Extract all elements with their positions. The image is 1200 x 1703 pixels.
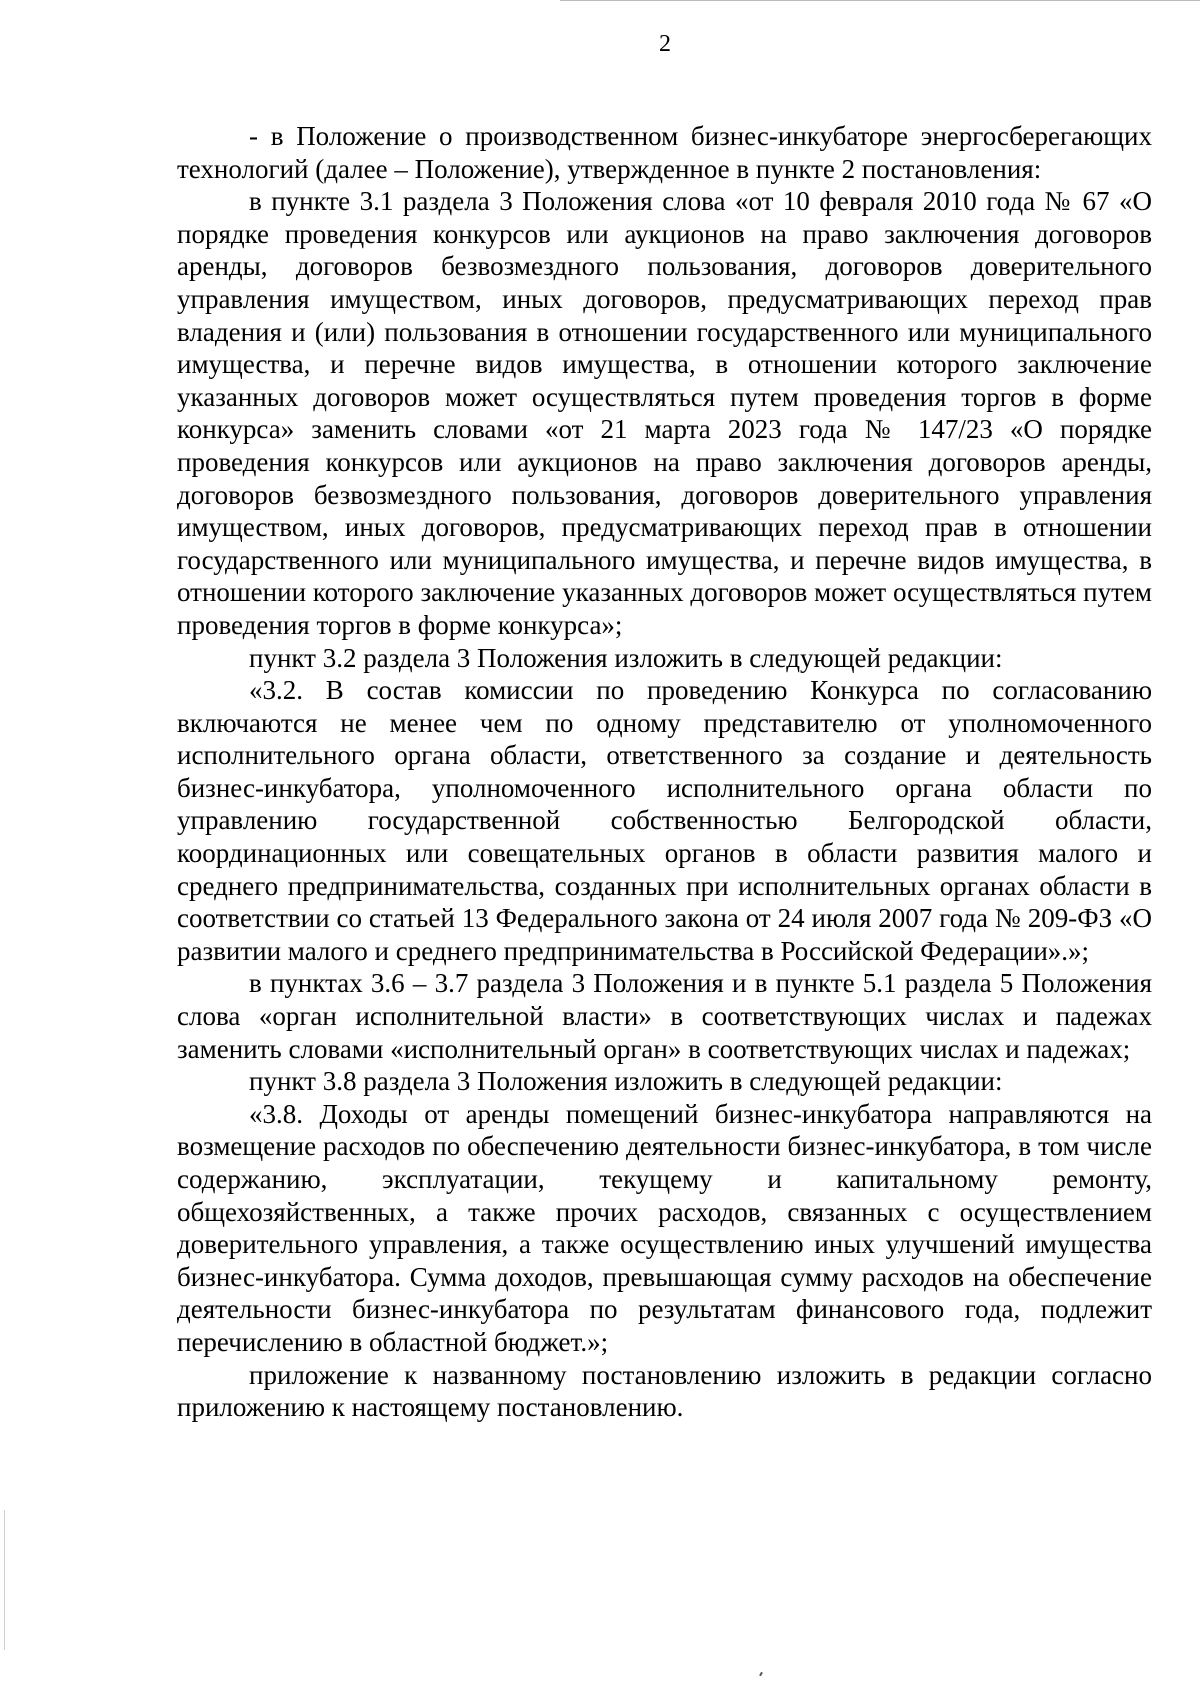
- page-number: 2: [659, 31, 671, 57]
- document-body: [177, 120, 1152, 1424]
- paragraph-point-3-8-text: «3.8. Доходы от аренды помещений бизнес-инкубатора направляются на возмещение расходов по обеспечению деятельности бизнес-инкубатора, в том числе содержанию, эксплуатации, текущему и капитальному ремонту, общехозяйственных, а также прочих расходов, связанных с осуществлением доверительного управления, а также осуществлению иных улучшений имущества бизнес-инкубатора. Сумма доходов, превышающая сумму расходов на обеспечение деятельности бизнес-инкубатора по результатам финансового года, подлежит перечислению в областной бюджет.»;: [177, 1098, 1152, 1357]
- paragraph-point-3-2-instruction: пункт 3.2 раздела 3 Положения изложить в следующей редакции:: [249, 642, 1003, 673]
- paragraph-appendix: приложение к названному постановлению изложить в редакции согласно приложению к настоящему постановлению.: [177, 1359, 1152, 1423]
- paragraph-point-3-2-text: «3.2. В состав комиссии по проведению Конкурса по согласованию включаются не менее чем по одному представителю от уполномоченного исполнительного органа области, ответственного за создание и деятельность бизнес-инкубатора, уполномоченного исполнительного органа области по управлению государственной собственностью Белгородской области, координационных или совещательных органов в области развития малого и среднего предпринимательства, созданных при исполнительных органах области в соответствии со статьей 13 Федерального закона от 24 июля 2007 года № 209-ФЗ «О развитии малого и среднего предпринимательства в Российской Федерации».»;: [177, 675, 1152, 966]
- paragraph-point-3-8-instruction: пункт 3.8 раздела 3 Положения изложить в следующей редакции:: [249, 1066, 1003, 1097]
- scan-speck: [759, 1672, 763, 1676]
- scan-artifact-edge: [4, 1510, 5, 1650]
- paragraph-points-3-6-3-7: в пунктах 3.6 – 3.7 раздела 3 Положения и в пункте 5.1 раздела 5 Положения слова «орган исполнительной власти» в соответствующих числах и падежах заменить словами «исполнительный орган» в соответствующих числах и падежах;: [177, 968, 1152, 1064]
- paragraph-amendment-intro: - в Положение о производственном бизнес-инкубаторе энергосберегающих технологий (далее – Положение), утвержденное в пункте 2 постановления:: [177, 121, 1152, 184]
- paragraph-point-3-1: в пункте 3.1 раздела 3 Положения слова «от 10 февраля 2010 года № 67 «О порядке проведения конкурсов или аукционов на право заключения договоров аренды, договоров безвозмездного пользования, договоров доверительного управления имуществом, иных договоров, предусматривающих переход прав владения и (или) пользования в отношении государственного или муниципального имущества, и перечне видов имущества, в отношении которого заключение указанных договоров может осуществляться путем проведения торгов в форме конкурса» заменить словами «от 21 марта 2023 года № 147/23 «О порядке проведения конкурсов или аукционов на право заключения договоров аренды, договоров безвозмездного пользования, договоров доверительного управления имуществом, иных договоров, предусматривающих переход прав в отношении государственного или муниципального имущества, и перечне видов имущества, в отношении которого заключение указанных договоров может осуществляться путем проведения торгов в форме конкурса»;: [177, 186, 1152, 640]
- scan-artifact-line: [560, 0, 1200, 1]
